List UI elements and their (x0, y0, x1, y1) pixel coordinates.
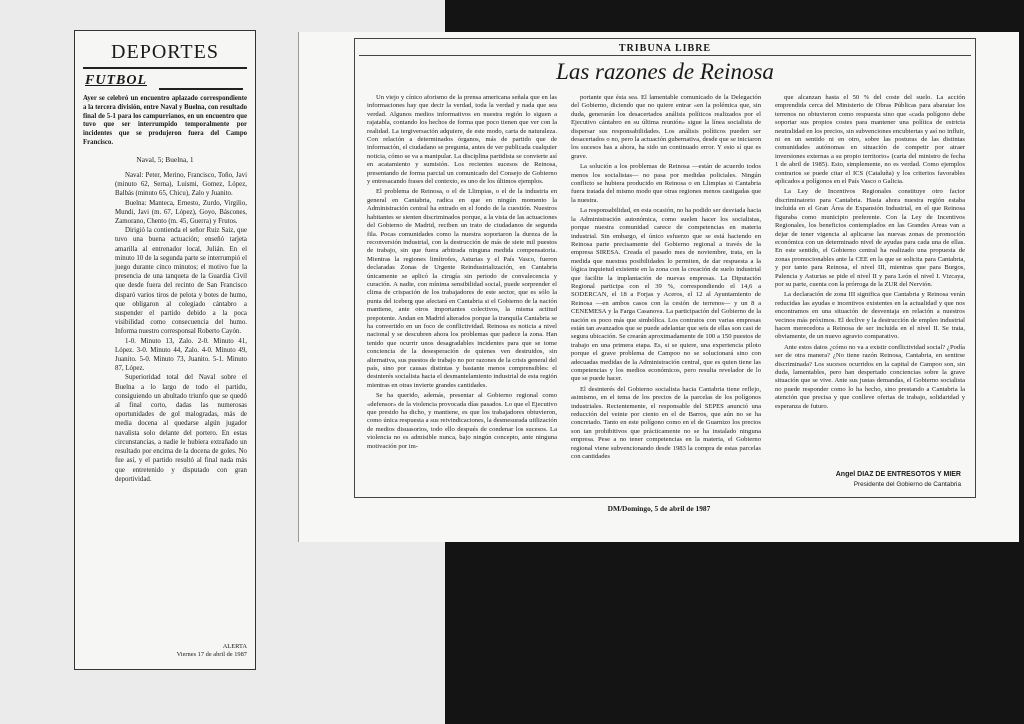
article-paragraph: Un viejo y cínico aforismo de la prensa americana señala que en las informaciones hay que decir la verdad, toda la verdad y nada que sea verdad. Algunos medios informativos en nuestra región lo siguen a rajatabla, contando los hechos de forma que poco tienen que ver con la realidad. La tergiversación adquiere, de este modo, carta de naturaleza. Con relación a determinados órganos, más de partido que de información, el ciudadano se pregunta, antes de ver publicada cualquier noticia, cómo se va a manipular. La disciplina partidista se convierte así en acatamiento y sumisión. Los recientes sucesos de Reinosa, presentando de forma parcial un comunicado del Consejo de Gobierno y entresacando frases del contexto, es uno de los últimos ejemplos. (367, 94, 557, 186)
subsection-rule (159, 88, 243, 90)
article-paragraph: La responsabilidad, en esta ocasión, no ha podido ser desviada hacia la Administración autonómica, como suelen hacer los socialistas, porque nuestra comunidad carece de competencias en materia industrial. Sin embargo, el único esfuerzo que se está haciendo en Reinosa parte precisamente del Gobierno regional a través de la empresa SIRESA. Creada el pasado mes de noviembre, trata, en la medida que nuestras posibilidades lo permiten, de dar respuesta a la lógica inquietud existente en la zona con la creación de suelo industrial que facilite la implantación de nuevas empresas. La Diputación Regional participa con el 39 %, correspondiendo el 14,6 a SODERCAN, el 18 a Forjas y Aceros, el 12 al Ayuntamiento de Reinosa —en ambos casos con la cesión de terrenos— y un 8 a CENEMESA y la Farga Casanova. La participación del Gobierno de la nación es poco más que simbólica. Los contratos con varias empresas están tan avanzados que se puede adelantar que seis de ellas son casi de segura ubicación. Se crearán aproximadamente de 100 a 150 puestos de trabajo en una primera etapa. Es, si se quiere, una experiencia piloto porque el grave problema de Campoo no se solucionará sino con adecuadas medidas de la Administración central, que es quien tiene las competencias y los medios económicos, pero resulta revelador de lo que se puede hacer. (571, 207, 761, 383)
article-paragraph: Se ha querido, además, presentar al Gobierno regional como «defensor» de la violencia provocada días pasados. Lo que el Ejecutivo que presido ha dicho, y mantiene, es que los trabajadores obtuvieron, como única respuesta a sus reivindicaciones, la desmesurada utilización de medios disuasorios, todo ello después de condenar los sucesos. La violencia no es admisible nunca, bajo ningún concepto, ante ninguna motivación por im- (367, 392, 557, 450)
article-paragraph: Ante estos datos ¿cómo no va a existir conflictividad social? ¿Podía ser de otra manera? ¿No tiene razón Reinosa, Cantabria, en sentirse discriminada? Los sucesos ocurridos en la capital de Campoo son, sin duda, lamentables, pero han despertado conciencias sobre la grave situación que se vive. Ante sus justas demandas, el Gobierno socialista no puede responder como lo ha hecho, sino prestando a Cantabria la atención que precisa y que conlleve ofertas de trabajo, solidaridad y esperanza de futuro. (775, 343, 965, 410)
signature-role: Presidente del Gobierno de Cantabria (853, 481, 961, 488)
column-2 (571, 94, 761, 461)
article-paragraph: El desinterés del Gobierno socialista hacia Cantabria tiene reflejo, asimismo, en el tema de los precios de la parcelas de los polígonos industriales. Recientemente, el responsable del SEPES anunció una reducción del veinte por ciento en el de Barros, que aún no se ha concretado. Tanto en este polígono como en el de Guarnizo los precios son tan prohibitivos que prácticamente no se ha instalado ninguna empresa. Pese a no tener competencias en la materia, el Gobierno regional viene subvencionando desde 1983 la compra de estas parcelas con cantidades (571, 385, 761, 461)
match-score: Naval, 5; Buelna, 1 (136, 155, 194, 164)
article-lead: Ayer se celebró un encuentro aplazado correspondiente a la tercera división, entre Naval y Buelna, con resultado final de 5-1 para los campurrianos, en un encuentro que tuvo que ser interrumpido temporalmente por incidentes que se produjeron fuera del Campo Francisco. (83, 95, 247, 146)
kicker-rule (359, 55, 971, 56)
article-paragraph: Dirigió la contienda el señor Ruiz Saiz, que tuvo una buena actuación; enseñó tarjeta amarilla al entrenador local, Julián. En el minuto 10 de la segunda parte se interrumpió el juego durante cinco minutos; el motivo fue la presencia de una tanqueta de la Guardia Civil que desde fuera del recinto de San Francisco disparó varios tiros de pelota y botes de humo, que obligaron al colegiado cántabro a suspender el partido debido a la poca visibilidad como consecuencia del humo. Informa nuestro corresponsal Roberto Cayón. (115, 227, 247, 336)
article-paragraph: La declaración de zona III significa que Cantabria y Reinosa verán reducidas las ayudas e incentivos existentes en la actualidad y que nos encontramos en una situación de desventaja en relación a nuestros vecinos más próximos. El declive y la destrucción de empleo industrial hacen merecedora a Reinosa de ser incluida en el nivel II. Se trata, obviamente, de un nuevo agravio comparativo. (775, 291, 965, 341)
section-title: DEPORTES (111, 41, 219, 63)
source-name: ALERTA (222, 643, 247, 650)
kicker: TRIBUNA LIBRE (618, 43, 712, 54)
article-paragraph: portante que ésta sea. El lamentable comunicado de la Delegación del Gobierno, diciendo que no quiere entrar «en la polémica que, sin duda, generarán los desacertados análisis políticos realizados por el Ejecutivo cántabro en su última reunión» sigue la línea socialista de dispersar sus responsabilidades. Los análisis políticos pueden ser desacertados o no, pero la actuación gubernativa, desde que se iniciaron los sucesos has a ahora, ha sido un continuado error. Y esto sí que es grave. (571, 94, 761, 160)
signature-name: Angel DIAZ DE ENTRESOTOS Y MIER (835, 471, 961, 478)
column-3 (775, 94, 965, 454)
article-paragraph: El problema de Reinosa, o el de Llimpias, o el de la industria en general en Cantabria, radica en que en ningún momento la Administración central ha entrado en el fondo de la cuestión. Nuestros habitantes se sienten discriminados porque, a la vista de las actuaciones del Gobierno de Madrid, reciben un trato de ciudadanos de segunda fila. Pocas comunidades como la nuestra soportaron la dureza de la reconversión industrial, con la destrucción de más de siete mil puestos de trabajo, sin que fuera arbitrada ninguna medida compensatoria. Mientras la regiones limítrofes, Asturias y el País Vasco, fueron declaradas Zonas de Urgente Reindustrialización, en Cantabria únicamente se aplicó la cirugía sin periodo de convalecencia y curación. A nadie, con mínima sensibilidad social, puede sorprender el clima de crispación de los trabajadores de este sector, que es sólo la punta del iceberg que afectará en Cantabria si el Gobierno de la nación mantiene, ante otros importantes colectivos, la misma actitud prepotente. Andan en Madrid alterados porque la tranquila Cantabria se ha convertido en un foco de conflictividad. Reinosa es noticia a nivel nacional y se descubren ahora los problemas que padece la zona. Han tenido que ocurrir unos desagradables incidentes para que se tome conciencia de la desesperación de quienes ven destruidos, sin alternativa, sus puestos de trabajo no por razones de la crisis general del país, sino por causas distintas y bastante menos comprensibles: el desinterés socialista hacia el desmantelamiento industrial de esta región mientras en otras invierte grandes cantidades. (367, 188, 557, 389)
article-paragraph: que alcanzan hasta el 50 % del coste del suelo. La acción emprendida cerca del Ministerio de Obras Públicas para abaratar los terrenos no obtuvieron como respuesta sino que «cada polígono debe soportar sus propios costes para mantener una política de estricta neutralidad en los precios, sin subvenciones encubiertas y así no influir, ni en un sentido ni en otro, sobre las posturas de las distintas comunidades autónomas en situación de competir por atraer inversiones externas a su propio territorio» (carta del ministro de fecha 1 de abril de 1985). Esto, simplemente, no es verdad. Como ejemplos contrarios se puede citar el ICS (Cataluña) y los criterios favorables aplicados a polígonos en el País Vasco o Galicia. (775, 94, 965, 186)
article-paragraph: Superioridad total del Naval sobre el Buelna a lo largo de todo el partido, consiguiendo un abultado triunfo que se quedó al final corto, dadas las numerosas oportunidades de gol malogradas, más de media docena al quedarse algún jugador navalista solo delante del portero. En estas circunstancias, a nadie le hubiera extrañado un resultado por encima de la docena de goles. No fue así, y el partido resultó al final nada más que entretenido y disputado con gran deportividad. (115, 374, 247, 483)
subsection-title: FUTBOL (85, 73, 147, 88)
headline: Las razones de Reinosa (556, 59, 774, 84)
article-columns (367, 94, 965, 461)
source-credit (155, 643, 247, 659)
article-frame (354, 38, 976, 498)
article-paragraph: Buelna: Manteca, Ernesto, Zurdo, Virgilio, Mundi, Javi (m. 67, López), Goyo, Báscones, Zamorano, Chento (m. 45, Guerra) y Frutos. (115, 199, 247, 226)
article-paragraph: Naval: Peter, Merino, Francisco, Toño, Javi (minuto 62, Serna), Luismi, Gomez, López, Balbás (minuto 65, Chicu), Zalo y Juanito. (115, 172, 247, 198)
article-paragraph: La solución a los problemas de Reinosa —están de acuerdo todos menos los socialistas— no pasa por medidas policiales. Ningún conflicto se hubiera producido en Reinosa o en Llimpias si Cantabria fuera tratada del mismo modo que otras regiones menos castigadas que la nuestra. (571, 163, 761, 204)
article-paragraph: La Ley de Incentivos Regionales constituye otro factor discriminatorio para Cantabria. Hasta ahora nuestra región estaba incluida en el Gran Área de Expansión Industrial, en el que Reinosa figuraba como municipio preferente. Con la Ley de Incentivos Regionales, los beneficios contemplados en las Grandes Areas van a dejar de tener vigencia al aplicarse las nuevas zonas de promoción económica con un determinado nivel de ayudas para cada una de ellas. En este sentido, el Gobierno central ha realizado una propuesta de zonas promocionables ante la CEE en la que se solicita para Cantabria, y por tanto para Reinosa, el nivel III, mientras que para Burgos, Palencia y Asturias se pide el nivel II y para León el nivel I. Vizcaya, por su parte, cuenta con la prórroga de la ZUR del Nervión. (775, 188, 965, 288)
dateline: DM/Domingo, 5 de abril de 1987 (607, 504, 711, 513)
article-paragraph: 1-0. Minuto 13, Zalo. 2-0. Minuto 41, López. 3-0. Minuto 44, Zalo. 4-0. Minuto 49, Juanito. 5-0. Minuto 73, Juanito. 5-1. Minuto 87, López. (115, 337, 247, 373)
clipping-tribuna-libre (298, 32, 1019, 542)
section-rule (83, 67, 247, 69)
source-date: Viernes 17 de abril de 1987 (176, 650, 247, 658)
clipping-deportes (74, 30, 256, 670)
column-1 (367, 94, 557, 454)
article-body (115, 171, 247, 484)
